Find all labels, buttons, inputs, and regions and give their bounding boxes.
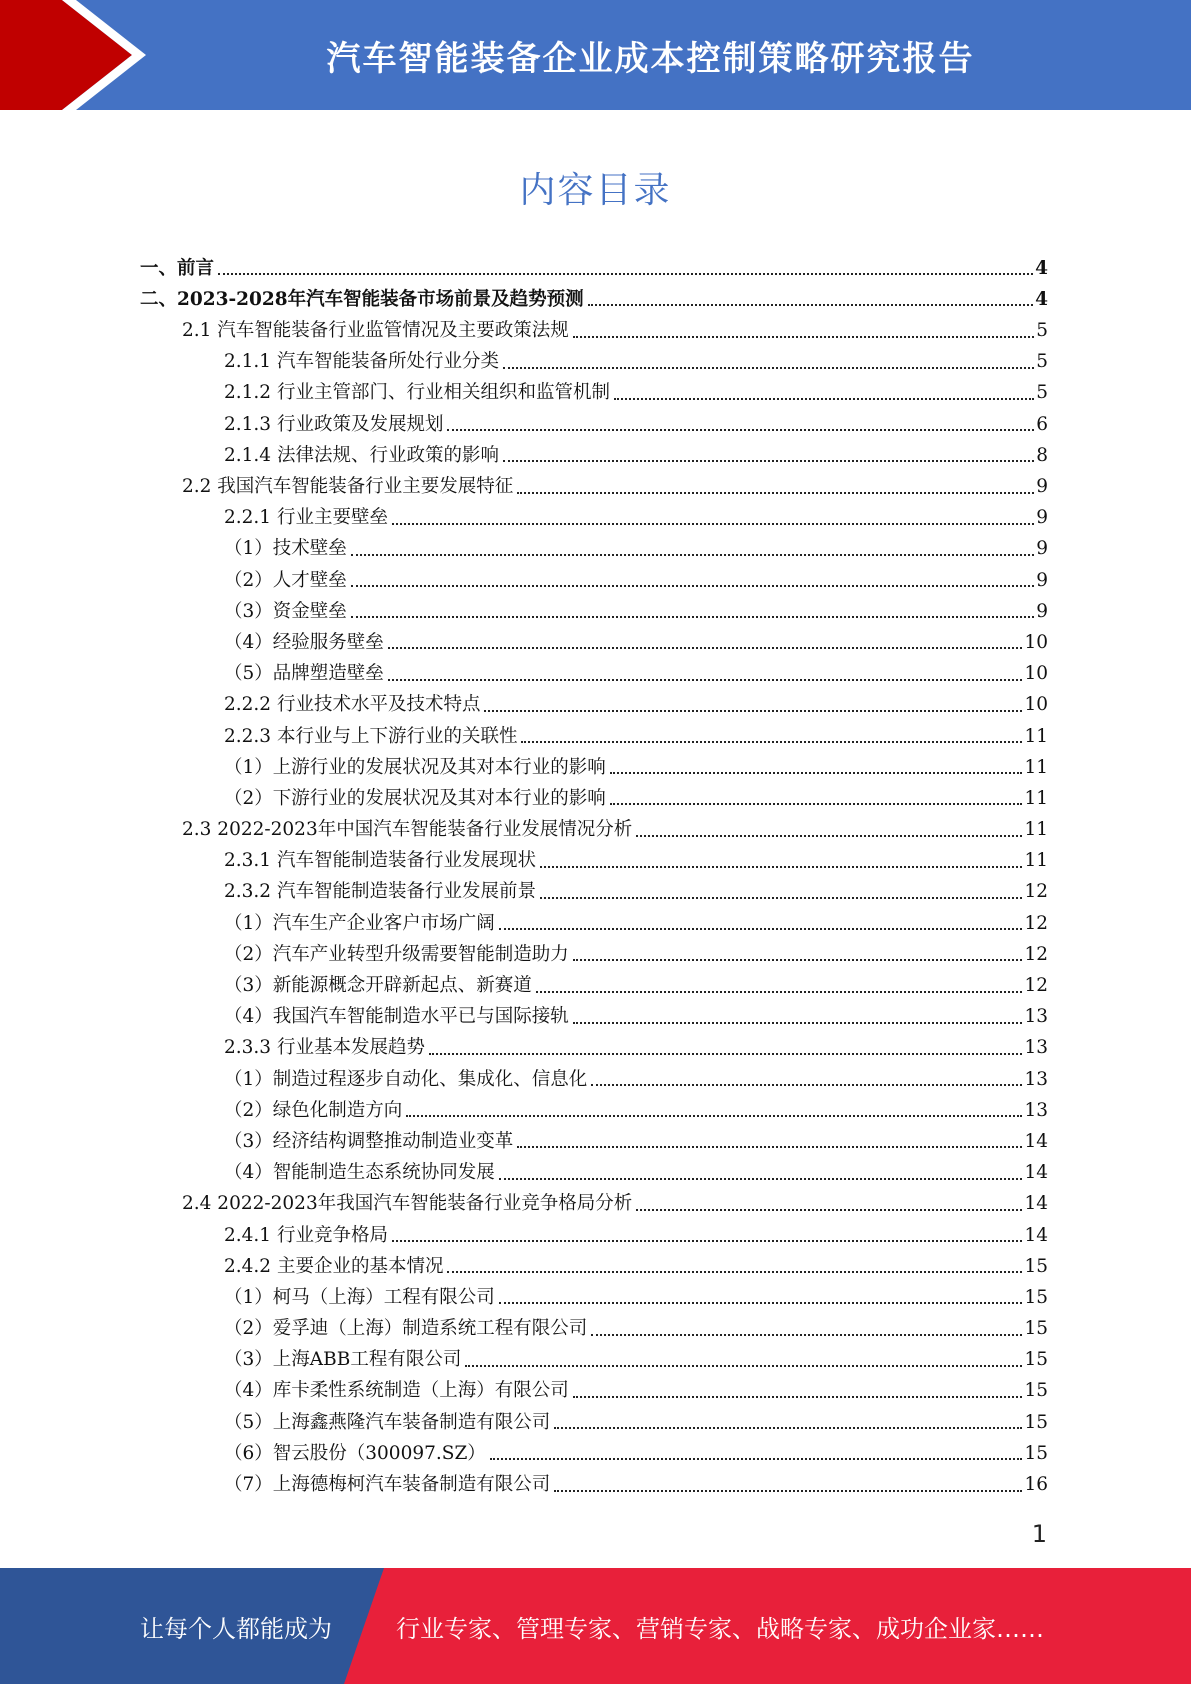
toc-entry-text: 2.2.2 行业技术水平及技术特点 bbox=[224, 694, 481, 716]
toc-entry-page: 15 bbox=[1024, 1411, 1048, 1433]
toc-dot-leader bbox=[554, 1490, 1022, 1492]
toc-entry[interactable] bbox=[140, 1313, 1048, 1344]
toc-entry-text: （4）经验服务壁垒 bbox=[224, 631, 384, 653]
toc-entry[interactable] bbox=[140, 752, 1048, 783]
toc-entry-text: （3）新能源概念开辟新起点、新赛道 bbox=[224, 975, 532, 996]
toc-dot-leader bbox=[636, 1209, 1022, 1211]
toc-dot-leader bbox=[499, 1178, 1023, 1180]
toc-entry-page: 5 bbox=[1036, 382, 1048, 404]
toc-entry-text: 2.2.3 本行业与上下游行业的关联性 bbox=[224, 725, 518, 747]
toc-entry-text: 2.1.3 行业政策及发展规划 bbox=[224, 413, 444, 435]
toc-dot-leader bbox=[521, 741, 1022, 743]
toc-dot-leader bbox=[554, 1427, 1022, 1429]
toc-entry-page: 15 bbox=[1024, 1318, 1048, 1340]
toc-entry-page: 9 bbox=[1036, 569, 1048, 591]
toc-entry-page: 15 bbox=[1024, 1380, 1048, 1402]
toc-entry-page: 9 bbox=[1036, 600, 1048, 622]
toc-entry-text: （2）汽车产业转型升级需要智能制造助力 bbox=[224, 943, 569, 965]
toc-dot-leader bbox=[517, 492, 1034, 494]
toc-entry-text: （2）爱孚迪（上海）制造系统工程有限公司 bbox=[224, 1318, 588, 1340]
toc-entry-page: 6 bbox=[1036, 413, 1048, 435]
toc-entry-text: （3）资金壁垒 bbox=[224, 600, 347, 622]
toc-entry[interactable] bbox=[140, 846, 1048, 877]
toc-entry-page: 11 bbox=[1024, 850, 1048, 872]
toc-entry-page: 10 bbox=[1024, 631, 1048, 653]
toc-dot-leader bbox=[540, 866, 1022, 868]
toc-entry[interactable] bbox=[140, 284, 1048, 315]
toc-entry[interactable] bbox=[140, 1407, 1048, 1438]
toc-dot-leader bbox=[490, 1458, 1023, 1460]
toc-entry-text: 2.4.2 主要企业的基本情况 bbox=[224, 1255, 444, 1277]
toc-entry-text: 2.4 2022-2023年我国汽车智能装备行业竞争格局分析 bbox=[182, 1193, 633, 1215]
toc-entry[interactable] bbox=[140, 347, 1048, 378]
toc-entry-text: 2.4.1 行业竞争格局 bbox=[224, 1224, 388, 1246]
toc-entry-page: 13 bbox=[1024, 1068, 1048, 1090]
toc-entry[interactable] bbox=[140, 908, 1048, 939]
toc-entry[interactable] bbox=[140, 1220, 1048, 1251]
toc-entry[interactable] bbox=[140, 1282, 1048, 1313]
toc-entry[interactable] bbox=[140, 1469, 1048, 1500]
toc-entry[interactable] bbox=[140, 627, 1048, 658]
toc-dot-leader bbox=[392, 1240, 1022, 1242]
toc-entry-page: 9 bbox=[1036, 476, 1048, 497]
report-title: 汽车智能装备企业成本控制策略研究报告 bbox=[326, 38, 975, 79]
toc-entry-page: 10 bbox=[1024, 694, 1048, 716]
toc-entry-page: 4 bbox=[1035, 257, 1048, 279]
toc-dot-leader bbox=[573, 1022, 1023, 1024]
toc-dot-leader bbox=[573, 336, 1034, 338]
toc-entry-text: （1）汽车生产企业客户市场广阔 bbox=[224, 912, 495, 934]
toc-entry[interactable] bbox=[140, 1033, 1048, 1064]
toc-entry[interactable] bbox=[140, 877, 1048, 908]
toc-dot-leader bbox=[591, 1084, 1022, 1086]
toc-entry-text: （3）上海ABB工程有限公司 bbox=[224, 1349, 462, 1371]
toc-entry-text: （4）我国汽车智能制造水平已与国际接轨 bbox=[224, 1006, 569, 1028]
toc-entry[interactable] bbox=[140, 658, 1048, 689]
toc-entry-text: （2）下游行业的发展状况及其对本行业的影响 bbox=[224, 787, 606, 809]
toc-entry-page: 13 bbox=[1024, 1099, 1048, 1121]
toc-entry-text: （6）智云股份（300097.SZ） bbox=[224, 1442, 486, 1464]
toc-entry-page: 5 bbox=[1036, 351, 1048, 373]
toc-entry-text: （2）人才壁垒 bbox=[224, 569, 347, 591]
toc-entry[interactable] bbox=[140, 783, 1048, 814]
toc-entry-page: 14 bbox=[1024, 1224, 1048, 1246]
footer-slogan-left: 让每个人都能成为 bbox=[140, 1614, 332, 1643]
toc-entry[interactable] bbox=[140, 1251, 1048, 1282]
toc-entry-text: （4）智能制造生态系统协同发展 bbox=[224, 1162, 495, 1184]
toc-dot-leader bbox=[392, 523, 1034, 525]
toc-dot-leader bbox=[610, 772, 1023, 774]
toc-dot-leader bbox=[614, 398, 1034, 400]
footer-slogan-right: 行业专家、管理专家、营销专家、战略专家、成功企业家…… bbox=[396, 1614, 1044, 1643]
toc-entry-page: 11 bbox=[1024, 725, 1048, 747]
toc-dot-leader bbox=[406, 1115, 1022, 1117]
toc-entry-text: （5）品牌塑造壁垒 bbox=[224, 663, 384, 685]
toc-entry-text: 2.3 2022-2023年中国汽车智能装备行业发展情况分析 bbox=[182, 819, 633, 841]
page-header bbox=[0, 0, 1191, 110]
toc-entry-page: 9 bbox=[1036, 507, 1048, 529]
toc-entry[interactable] bbox=[140, 1002, 1048, 1033]
toc-entry-page: 12 bbox=[1024, 912, 1048, 934]
toc-dot-leader bbox=[447, 429, 1034, 431]
toc-entry-page: 9 bbox=[1036, 538, 1048, 560]
toc-entry[interactable] bbox=[140, 1157, 1048, 1188]
toc-entry-text: （1）技术壁垒 bbox=[224, 538, 347, 560]
toc-entry-page: 10 bbox=[1024, 663, 1048, 685]
toc-entry[interactable] bbox=[140, 814, 1048, 845]
toc-dot-leader bbox=[636, 835, 1022, 837]
toc-entry-page: 14 bbox=[1024, 1130, 1048, 1152]
toc-entry-page: 16 bbox=[1024, 1474, 1048, 1495]
toc-entry-page: 15 bbox=[1024, 1255, 1048, 1277]
toc-entry[interactable] bbox=[140, 503, 1048, 534]
toc-entry[interactable] bbox=[140, 409, 1048, 440]
toc-dot-leader bbox=[351, 585, 1034, 587]
toc-dot-leader bbox=[591, 1334, 1022, 1336]
toc-entry-text: 2.3.1 汽车智能制造装备行业发展现状 bbox=[224, 850, 536, 872]
toc-entry[interactable] bbox=[140, 378, 1048, 409]
toc-dot-leader bbox=[351, 616, 1034, 618]
toc-entry[interactable] bbox=[140, 970, 1048, 1001]
toc-dot-leader bbox=[465, 1365, 1022, 1367]
toc-entry-text: 2.1.4 法律法规、行业政策的影响 bbox=[224, 444, 499, 466]
toc-entry-text: （1）上游行业的发展状况及其对本行业的影响 bbox=[224, 756, 606, 778]
toc-entry-text: （4）库卡柔性系统制造（上海）有限公司 bbox=[224, 1380, 569, 1402]
toc-entry-page: 5 bbox=[1036, 320, 1048, 342]
toc-entry-page: 15 bbox=[1024, 1349, 1048, 1371]
toc-entry-page: 13 bbox=[1024, 1006, 1048, 1028]
toc-entry-text: （7）上海德梅柯汽车装备制造有限公司 bbox=[224, 1474, 551, 1495]
toc-entry[interactable] bbox=[140, 1189, 1048, 1220]
toc-entry-text: （1）柯马（上海）工程有限公司 bbox=[224, 1286, 495, 1308]
toc-entry-page: 14 bbox=[1024, 1193, 1048, 1215]
toc-dot-leader bbox=[218, 273, 1033, 275]
toc-entry[interactable] bbox=[140, 1438, 1048, 1469]
toc-entry[interactable] bbox=[140, 690, 1048, 721]
toc-entry-text: 2.2.1 行业主要壁垒 bbox=[224, 507, 388, 529]
toc-entry-text: 2.3.2 汽车智能制造装备行业发展前景 bbox=[224, 881, 536, 903]
page-number: 1 bbox=[1031, 1520, 1047, 1548]
toc-entry[interactable] bbox=[140, 253, 1048, 284]
toc-dot-leader bbox=[503, 460, 1034, 462]
toc-entry-page: 15 bbox=[1024, 1286, 1048, 1308]
toc-entry-page: 11 bbox=[1024, 819, 1048, 841]
toc-dot-leader bbox=[503, 367, 1034, 369]
toc-entry-text: （2）绿色化制造方向 bbox=[224, 1099, 403, 1121]
toc-entry-text: 二、2023-2028年汽车智能装备市场前景及趋势预测 bbox=[140, 288, 584, 310]
toc-entry[interactable] bbox=[140, 440, 1048, 471]
toc-entry[interactable] bbox=[140, 565, 1048, 596]
toc-entry[interactable] bbox=[140, 939, 1048, 970]
toc-dot-leader bbox=[388, 647, 1023, 649]
toc-entry[interactable] bbox=[140, 315, 1048, 346]
toc-heading: 内容目录 bbox=[519, 170, 672, 211]
toc-entry[interactable] bbox=[140, 1376, 1048, 1407]
toc-entry[interactable] bbox=[140, 1064, 1048, 1095]
toc-entry-text: 2.3.3 行业基本发展趋势 bbox=[224, 1037, 425, 1059]
toc-entry-page: 4 bbox=[1035, 288, 1048, 310]
toc-entry[interactable] bbox=[140, 1095, 1048, 1126]
toc-entry-page: 8 bbox=[1036, 444, 1048, 466]
toc-entry-text: 2.1.1 汽车智能装备所处行业分类 bbox=[224, 351, 499, 373]
toc-dot-leader bbox=[588, 304, 1033, 306]
toc-entry-text: 2.2 我国汽车智能装备行业主要发展特征 bbox=[182, 476, 514, 497]
toc-entry-page: 15 bbox=[1024, 1442, 1048, 1464]
toc-dot-leader bbox=[517, 1146, 1022, 1148]
toc-dot-leader bbox=[351, 554, 1034, 556]
toc-dot-leader bbox=[499, 1302, 1023, 1304]
toc-dot-leader bbox=[484, 710, 1022, 712]
toc-entry-text: 一、前言 bbox=[140, 257, 215, 279]
toc-entry-page: 11 bbox=[1024, 756, 1048, 778]
toc-entry[interactable] bbox=[140, 596, 1048, 627]
toc-entry-text: （5）上海鑫燕隆汽车装备制造有限公司 bbox=[224, 1411, 551, 1433]
toc-entry[interactable] bbox=[140, 1126, 1048, 1157]
toc-entry-page: 12 bbox=[1024, 975, 1048, 996]
toc-dot-leader bbox=[573, 959, 1023, 961]
toc-dot-leader bbox=[429, 1053, 1022, 1055]
toc-dot-leader bbox=[447, 1271, 1022, 1273]
toc-dot-leader bbox=[573, 1396, 1023, 1398]
toc-dot-leader bbox=[499, 928, 1023, 930]
toc-entry-text: 2.1 汽车智能装备行业监管情况及主要政策法规 bbox=[182, 320, 569, 342]
toc-entry-text: （3）经济结构调整推动制造业变革 bbox=[224, 1130, 514, 1152]
toc-entry-page: 12 bbox=[1024, 943, 1048, 965]
toc-entry-page: 14 bbox=[1024, 1162, 1048, 1184]
toc-dot-leader bbox=[610, 803, 1023, 805]
page-footer bbox=[0, 1568, 1191, 1684]
toc-entry-page: 12 bbox=[1024, 881, 1048, 903]
toc-entry-text: 2.1.2 行业主管部门、行业相关组织和监管机制 bbox=[224, 382, 610, 404]
toc-dot-leader bbox=[388, 679, 1023, 681]
table-of-contents bbox=[140, 253, 1048, 1501]
toc-dot-leader bbox=[536, 991, 1023, 993]
toc-entry-page: 13 bbox=[1024, 1037, 1048, 1059]
toc-entry[interactable] bbox=[140, 471, 1048, 502]
toc-entry[interactable] bbox=[140, 534, 1048, 565]
toc-entry[interactable] bbox=[140, 721, 1048, 752]
toc-dot-leader bbox=[540, 897, 1022, 899]
toc-entry-text: （1）制造过程逐步自动化、集成化、信息化 bbox=[224, 1068, 588, 1090]
toc-entry[interactable] bbox=[140, 1345, 1048, 1376]
toc-entry-page: 11 bbox=[1024, 787, 1048, 809]
